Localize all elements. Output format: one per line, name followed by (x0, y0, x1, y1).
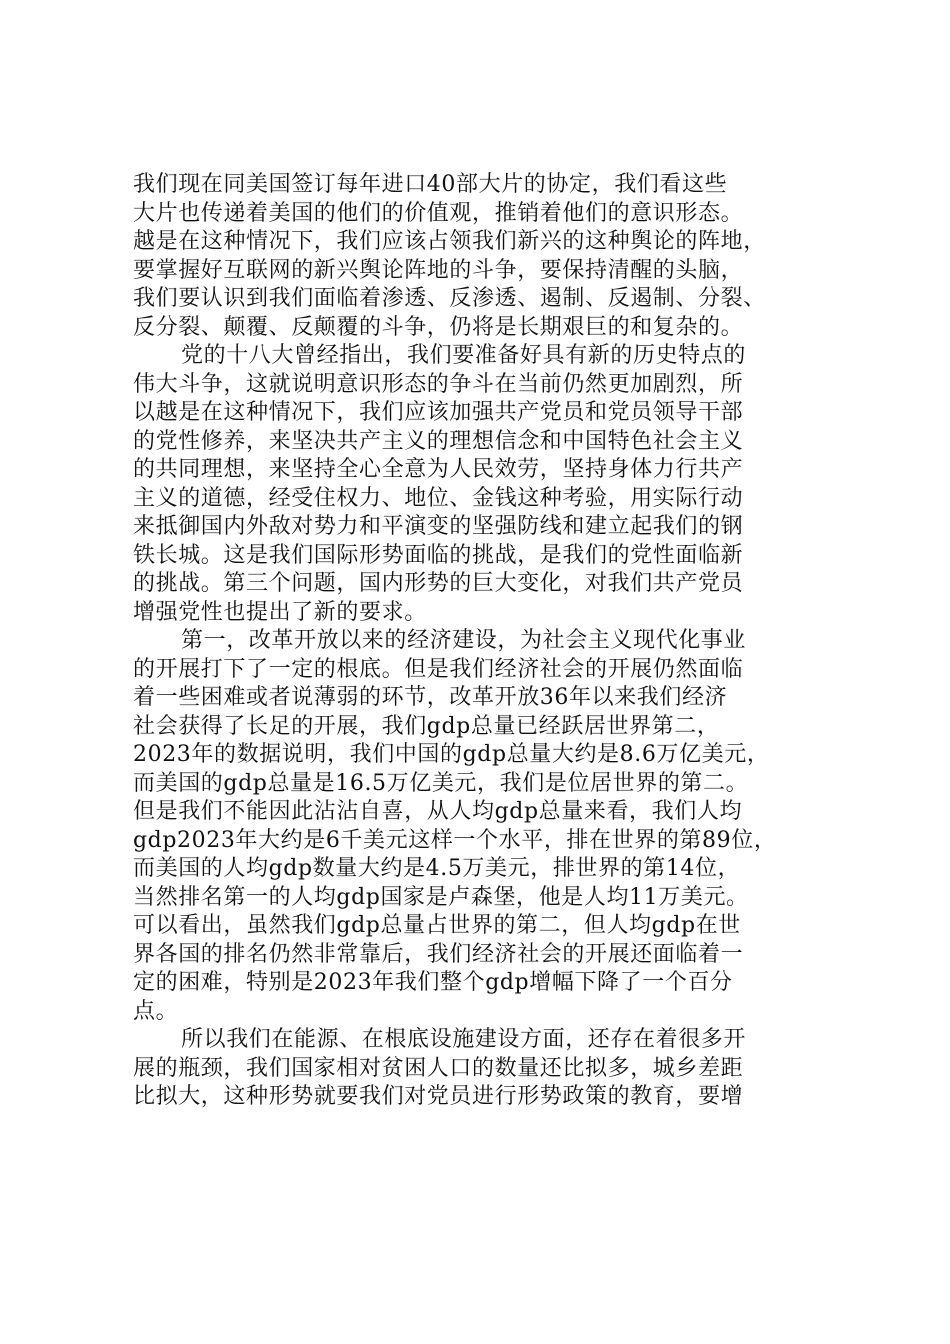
paragraph-3 (133, 627, 853, 1026)
text-line: 党的十八大曾经指出，我们要准备好具有新的历史特点的 (181, 343, 747, 368)
text-line: 铁长城。这是我们国际形势面临的挑战，是我们的党性面临新 (133, 542, 744, 568)
text-line: 展的瓶颈，我们国家相对贫困人口的数量还比拟多，城乡差距 (133, 1055, 744, 1081)
body-text (133, 171, 853, 1112)
text-line: 2023年的数据说明，我们中国的gdp总量大约是8.6万亿美元， (133, 742, 770, 767)
text-line: 当然排名第一的人均gdp国家是卢森堡，他是人均11万美元。 (133, 884, 749, 910)
text-line: 但是我们不能因此沾沾自喜，从人均gdp总量来看，我们人均 (133, 799, 743, 824)
text-line: 的挑战。第三个问题，国内形势的巨大变化，对我们共产党员 (133, 571, 744, 596)
text-line: 所以我们在能源、在根底设施建设方面，还存在着很多开 (181, 1027, 747, 1052)
text-line: 我们现在同美国签订每年进口40部大片的协定，我们看这些 (133, 172, 728, 197)
text-line: 社会获得了长足的开展，我们gdp总量已经跃居世界第二， (133, 713, 720, 739)
paragraph-4 (133, 1026, 853, 1112)
text-line: 我们要认识到我们面临着渗透、反渗透、遏制、反遏制、分裂、 (133, 286, 766, 311)
text-line: 越是在这种情况下，我们应该占领我们新兴的这种舆论的阵地， (133, 229, 766, 254)
text-line: 第一，改革开放以来的经济建设，为社会主义现代化事业 (181, 628, 747, 653)
text-line: 大片也传递着美国的他们的价值观，推销着他们的意识形态。 (133, 200, 744, 226)
text-line: 点。 (133, 998, 179, 1024)
text-line: 的共同理想，来坚持全心全意为人民效劳，坚持身体力行共产 (133, 457, 744, 482)
text-line: 比拟大，这种形势就要我们对党员进行形势政策的教育，要增 (133, 1084, 744, 1109)
text-line: 伟大斗争，这就说明意识形态的争斗在当前仍然更加剧烈，所 (133, 371, 744, 397)
text-line: 而美国的人均gdp数量大约是4.5万美元，排世界的第14位， (133, 856, 741, 881)
text-line: 而美国的gdp总量是16.5万亿美元，我们是位居世界的第二。 (133, 770, 749, 796)
text-line: 反分裂、颠覆、反颠覆的斗争，仍将是长期艰巨的和复杂的。 (133, 314, 744, 340)
text-line: gdp2023年大约是6千美元这样一个水平，排在世界的第89位， (133, 827, 777, 853)
paragraph-1 (133, 171, 853, 342)
text-line: 主义的道德，经受住权力、地位、金钱这种考验，用实际行动 (133, 485, 744, 511)
text-line: 可以看出，虽然我们gdp总量占世界的第二，但人均gdp在世 (133, 913, 741, 938)
text-line: 来抵御国内外敌对势力和平演变的坚强防线和建立起我们的钢 (133, 514, 744, 539)
text-line: 着一些困难或者说薄弱的环节，改革开放36年以来我们经济 (133, 685, 728, 710)
text-line: 增强党性也提出了新的要求。 (133, 599, 427, 625)
text-line: 要掌握好互联网的新兴舆论阵地的斗争，要保持清醒的头脑， (133, 257, 744, 283)
text-line: 定的困难，特别是2023年我们整个gdp增幅下降了一个百分 (133, 970, 733, 995)
text-line: 以越是在这种情况下，我们应该加强共产党员和党员领导干部 (133, 400, 744, 425)
text-line: 的开展打下了一定的根底。但是我们经济社会的开展仍然面临 (133, 656, 744, 682)
text-line: 界各国的排名仍然非常靠后，我们经济社会的开展还面临着一 (133, 941, 744, 967)
text-line: 的党性修养，来坚决共产主义的理想信念和中国特色社会主义 (133, 428, 744, 454)
paragraph-2 (133, 342, 853, 627)
